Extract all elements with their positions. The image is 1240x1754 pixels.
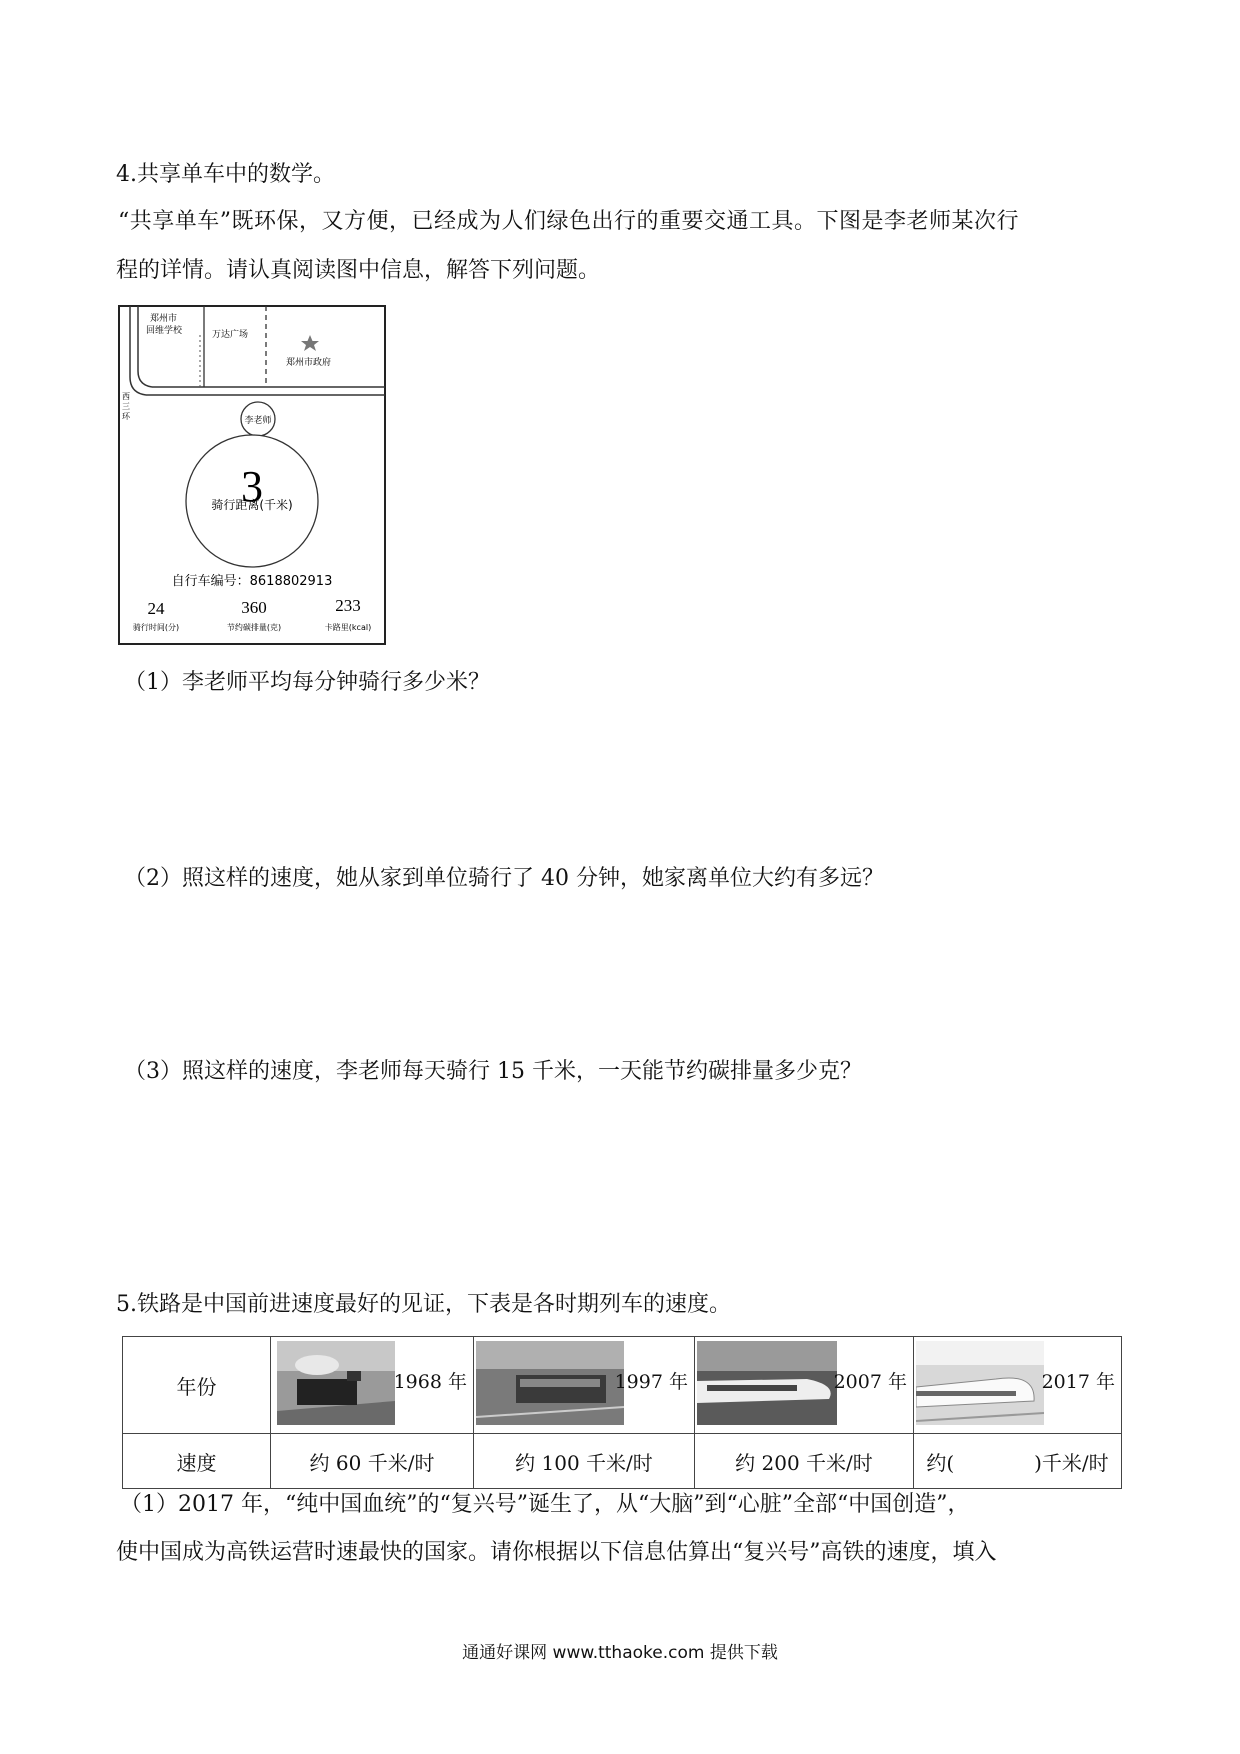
map-stat1-value: 24: [147, 599, 165, 618]
map-stat1-label: 骑行时间(分): [132, 623, 180, 632]
year-2017: 2017 年: [1041, 1371, 1115, 1393]
speed-1968: 约 60 千米/时: [271, 1434, 474, 1489]
year-1997: 1997 年: [614, 1371, 688, 1393]
page-footer: 通通好课网 www.tthaoke.com 提供下载: [462, 1643, 778, 1663]
crh-train-photo: [697, 1341, 837, 1425]
speed-2007: 约 200 千米/时: [695, 1434, 914, 1489]
map-plaza-label: 万达广场: [212, 330, 249, 340]
question-4-intro-line1: “共享单车”既环保，又方便，已经成为人们绿色出行的重要交通工具。下图是李老师某次行: [118, 209, 1019, 234]
map-school-label-2: 回维学校: [146, 326, 183, 336]
question-4-sub3: （3）照这样的速度，李老师每天骑行 15 千米，一天能节约碳排量多少克？: [124, 1059, 862, 1084]
question-5-para-line1: （1）2017 年，“纯中国血统”的“复兴号”诞生了，从“大脑”到“心脏”全部“中国创造”，: [120, 1492, 970, 1517]
question-4-title: 4.共享单车中的数学。: [116, 162, 335, 187]
map-road-label-3: 环: [122, 412, 130, 421]
map-road-label-2: 三: [122, 402, 130, 411]
table-cell-1997: [474, 1337, 695, 1434]
speed-1997: 约 100 千米/时: [474, 1434, 695, 1489]
map-stat3-label: 卡路里(kcal): [324, 623, 372, 632]
map-stat2-label: 节约碳排量(克): [226, 623, 282, 632]
map-gov-label: 郑州市政府: [286, 358, 332, 368]
fuxing-train-photo: [916, 1341, 1044, 1425]
map-stat2-value: 360: [241, 598, 267, 617]
map-school-label-1: 郑州市: [150, 314, 178, 324]
map-distance-value: 3: [241, 462, 263, 511]
map-distance-label: 骑行距离(千米): [211, 498, 293, 512]
year-header: 年份: [123, 1337, 271, 1434]
year-2007: 2007 年: [833, 1371, 907, 1393]
map-small-circle-label: 李老师: [244, 416, 272, 426]
question-5-para-line2: 使中国成为高铁运营时速最快的国家。请你根据以下信息估算出“复兴号”高铁的速度，填入: [116, 1540, 997, 1565]
question-4-sub2: （2）照这样的速度，她从家到单位骑行了 40 分钟，她家离单位大约有多远？: [124, 866, 884, 891]
train-speed-table: [122, 1336, 1122, 1489]
map-stat3-value: 233: [335, 596, 361, 615]
table-cell-1968: [271, 1337, 474, 1434]
map-bike-id: 自行车编号：8618802913: [171, 574, 333, 589]
question-4-sub1: （1）李老师平均每分钟骑行多少米？: [124, 670, 490, 695]
table-cell-2017: [914, 1337, 1122, 1434]
steam-train-photo: [277, 1341, 395, 1425]
bike-ride-map: [118, 305, 386, 645]
table-cell-2007: [695, 1337, 914, 1434]
speed-header: 速度: [123, 1434, 271, 1489]
question-4-intro-line2: 程的详情。请认真阅读图中信息，解答下列问题。: [116, 258, 601, 283]
green-train-photo: [476, 1341, 624, 1425]
map-road-label-1: 西: [122, 392, 130, 401]
year-1968: 1968 年: [393, 1371, 467, 1393]
speed-2017-blank[interactable]: 约( )千米/时: [914, 1434, 1122, 1489]
question-5-title: 5.铁路是中国前进速度最好的见证，下表是各时期列车的速度。: [116, 1292, 731, 1317]
